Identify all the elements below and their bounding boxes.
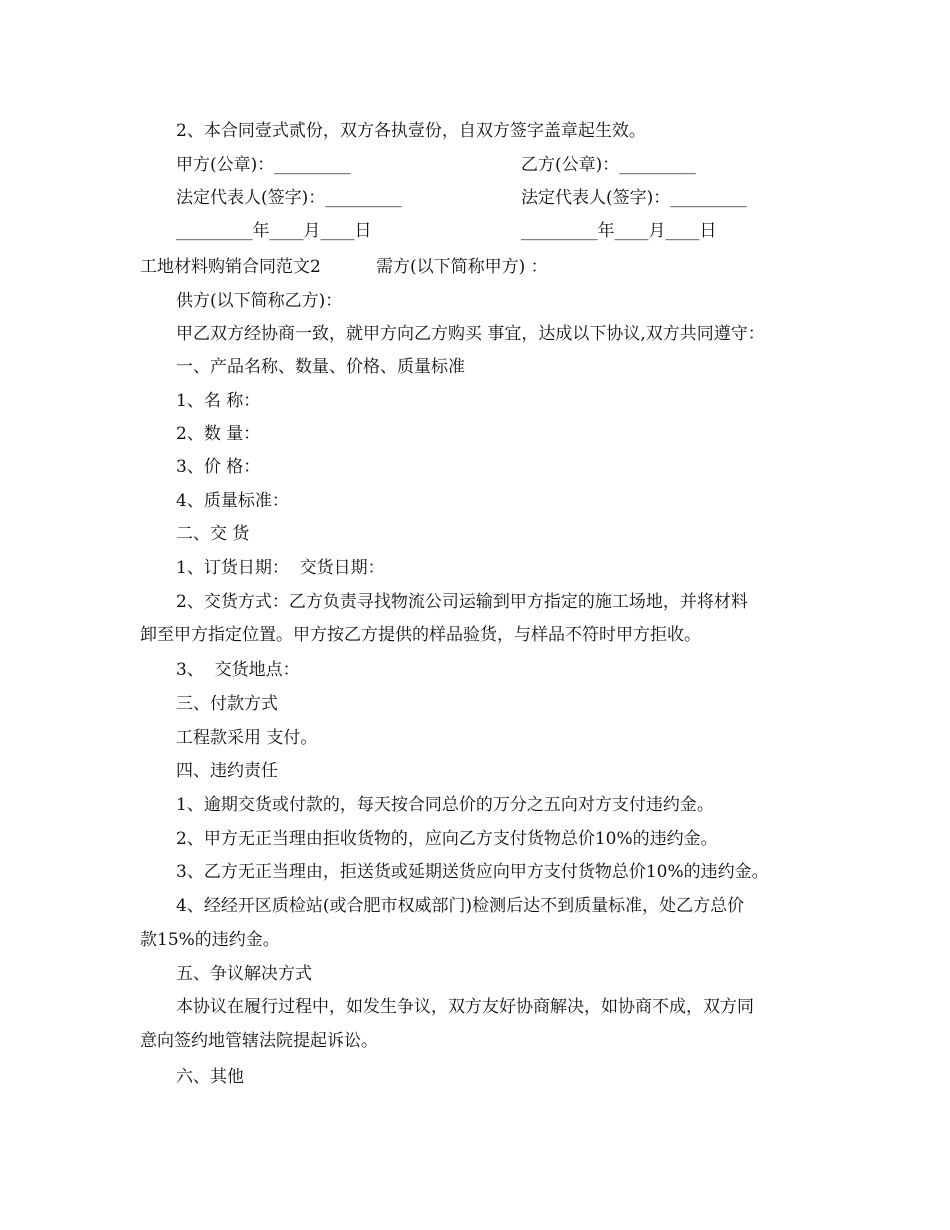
payment-text: 工程款采用 支付。	[176, 728, 318, 748]
delivery-method-item: 2、交货方式：乙方负责寻找物流公司运输到甲方指定的施工场地，并将材料	[176, 592, 748, 612]
delivery-method-continued: 卸至甲方指定位置。甲方按乙方提供的样品验货，与样品不符时甲方拒收。	[140, 625, 701, 645]
section-1-heading: 一、产品名称、数量、价格、质量标准	[176, 357, 465, 377]
quantity-item: 2、数 量：	[176, 424, 261, 444]
party-a-representative-line: 法定代表人(签字)：_________	[176, 188, 402, 208]
section-2-heading: 二、交 货	[176, 524, 250, 544]
section-6-heading: 六、其他	[176, 1067, 244, 1087]
price-item: 3、价 格：	[176, 457, 261, 477]
liability-item-3: 3、乙方无正当理由，拒送货或延期送货应向甲方支付货物总价10%的违约金。	[176, 862, 769, 882]
product-name-item: 1、名 称：	[176, 391, 261, 411]
dispute-paragraph-continued: 意向签约地管辖法院提起诉讼。	[140, 1031, 378, 1051]
section-5-heading: 五、争议解决方式	[176, 964, 312, 984]
party-b-seal-line: 乙方(公章)：_________	[521, 155, 696, 175]
effectiveness-clause: 2、本合同壹式贰份，双方各执壹份，自双方签字盖章起生效。	[176, 121, 646, 141]
liability-item-4-continued: 款15%的违约金。	[140, 930, 280, 950]
section-4-heading: 四、违约责任	[176, 761, 278, 781]
intro-paragraph: 甲乙双方经协商一致，就甲方向乙方购买 事宜，达成以下协议,双方共同遵守：	[176, 324, 765, 344]
party-b-date-line: _________年____月____日	[521, 221, 717, 241]
quality-standard-item: 4、质量标准：	[176, 491, 289, 511]
liability-item-4: 4、经经开区质检站(或合肥市权威部门)检测后达不到质量标准，处乙方总价	[176, 896, 745, 916]
delivery-location-item: 3、 交货地点：	[176, 660, 300, 680]
dispute-paragraph: 本协议在履行过程中，如发生争议，双方友好协商解决，如协商不成，双方同	[176, 997, 754, 1017]
liability-item-2: 2、甲方无正当理由拒收货物的，应向乙方支付货物总价10%的违约金。	[176, 829, 718, 849]
order-date-item: 1、订货日期： 交货日期：	[176, 558, 385, 578]
party-a-date-line: _________年____月____日	[176, 221, 372, 241]
party-b-representative-line: 法定代表人(签字)：_________	[521, 188, 747, 208]
liability-item-1: 1、逾期交货或付款的，每天按合同总价的万分之五向对方支付违约金。	[176, 795, 714, 815]
supplier-line: 供方(以下简称乙方)：	[176, 291, 343, 311]
contract-title: 工地材料购销合同范文2	[140, 257, 321, 277]
buyer-line: 需方(以下简称甲方) ：	[376, 257, 548, 277]
party-a-seal-line: 甲方(公章)：_________	[176, 155, 351, 175]
section-3-heading: 三、付款方式	[176, 694, 278, 714]
